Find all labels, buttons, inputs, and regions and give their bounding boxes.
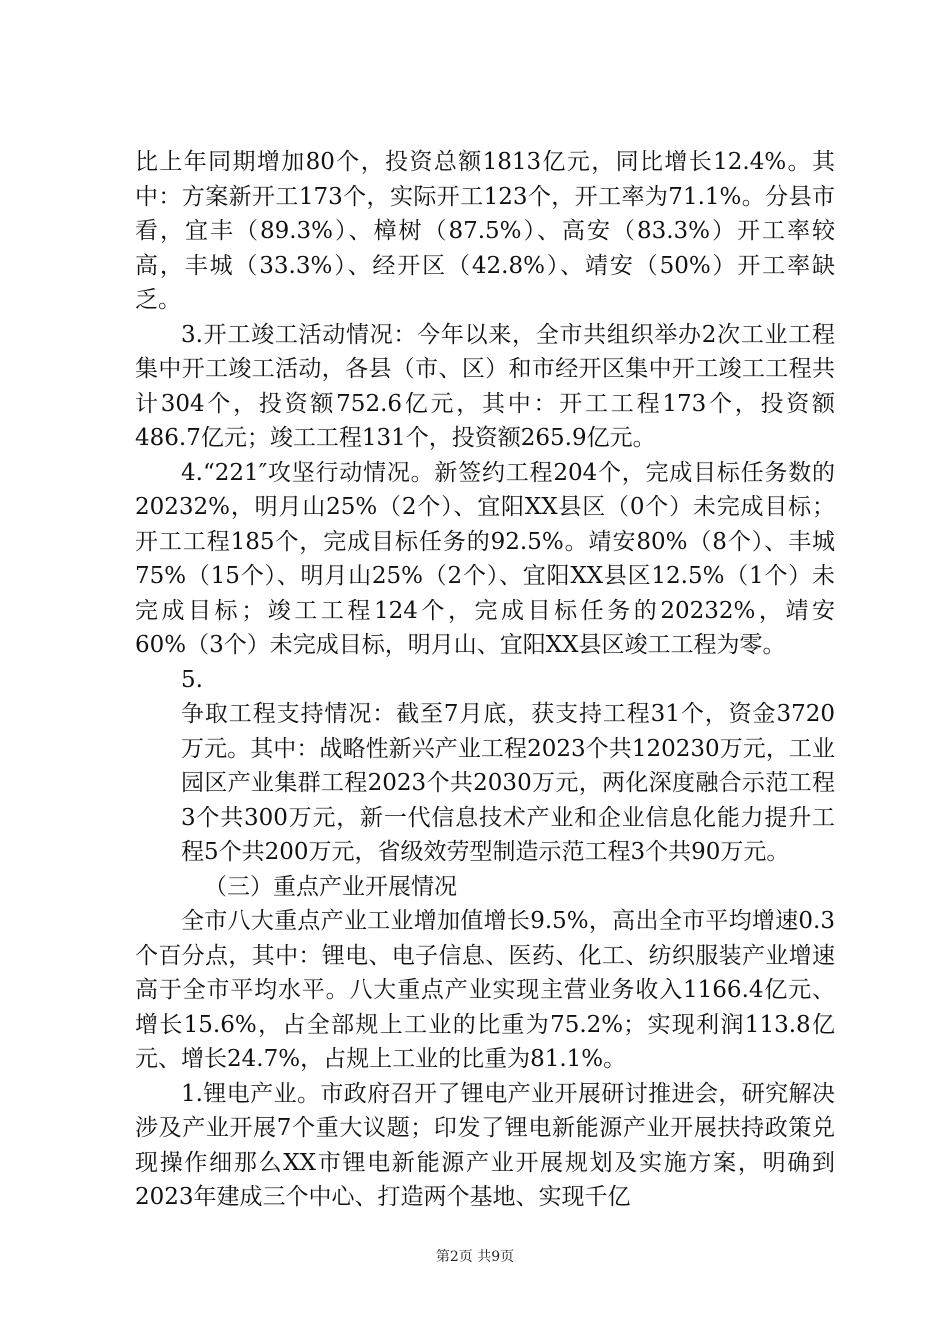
paragraph-number-5: 5.	[181, 666, 203, 693]
paragraph-eight-industries: 全市八大重点产业工业增加值增长9.5%，高出全市平均增速0.3个百分点，其中：锂电、电子信息、医药、化工、纺织服装产业增速高于全市平均水平。八大重点产业实现主营业务收入1166.4亿元、增长15.6%，占全部规上工业的比重为75.2%；实现利润113.8亿元、增长24.7%，占规上工业的比重为81.1%。	[135, 908, 835, 1072]
paragraph-221-campaign: 4.“221″攻坚行动情况。新签约工程204个，完成目标任务数的20232%，明月山25%（2个）、宜阳XX县区（0个）未完成目标；开工工程185个，完成目标任务的92.5%。靖安80%（8个）、丰城75%（15个）、明月山25%（2个）、宜阳XX县区12.5%（1个）未完成目标；竣工工程124个，完成目标任务的20232%，靖安60%（3个）未完成目标，明月山、宜阳XX县区竣工工程为零。	[135, 459, 835, 658]
document-body	[135, 145, 835, 1215]
paragraph-lithium-industry: 1.锂电产业。市政府召开了锂电产业开展研讨推进会，研究解决涉及产业开展7个重大议题；印发了锂电新能源产业开展扶持政策兑现操作细那么XX市锂电新能源产业开展规划及实施方案，明确到2023年建成三个中心、打造两个基地、实现千亿	[135, 1080, 835, 1210]
paragraph-start-rates: 比上年同期增加80个，投资总额1813亿元，同比增长12.4%。其中：方案新开工173个，实际开工123个，开工率为71.1%。分县市看，宜丰（89.3%）、樟树（87.5%）、高安（83.3%）开工率较高，丰城（33.3%）、经开区（42.8%）、靖安（50%）开工率缺乏。	[135, 149, 835, 313]
paragraph-groundbreaking-completion: 3.开工竣工活动情况：今年以来，全市共组织举办2次工业工程集中开工竣工活动，各县（市、区）和市经开区集中开工竣工工程共计304个，投资额752.6亿元，其中：开工工程173个，投资额486.7亿元；竣工工程131个，投资额265.9亿元。	[135, 321, 835, 451]
page-number-footer: 第2页 共9页	[435, 1249, 515, 1265]
section-heading-key-industries: （三）重点产业开展情况	[204, 873, 457, 900]
paragraph-project-support: 争取工程支持情况：截至7月底，获支持工程31个，资金3720万元。其中：战略性新兴产业工程2023个共120230万元，工业园区产业集群工程2023个共2030万元，两化深度融合示范工程3个共300万元，新一代信息技术产业和企业信息化能力提升工程5个共200万元，省级效劳型制造示范工程3个共90万元。	[181, 701, 835, 865]
